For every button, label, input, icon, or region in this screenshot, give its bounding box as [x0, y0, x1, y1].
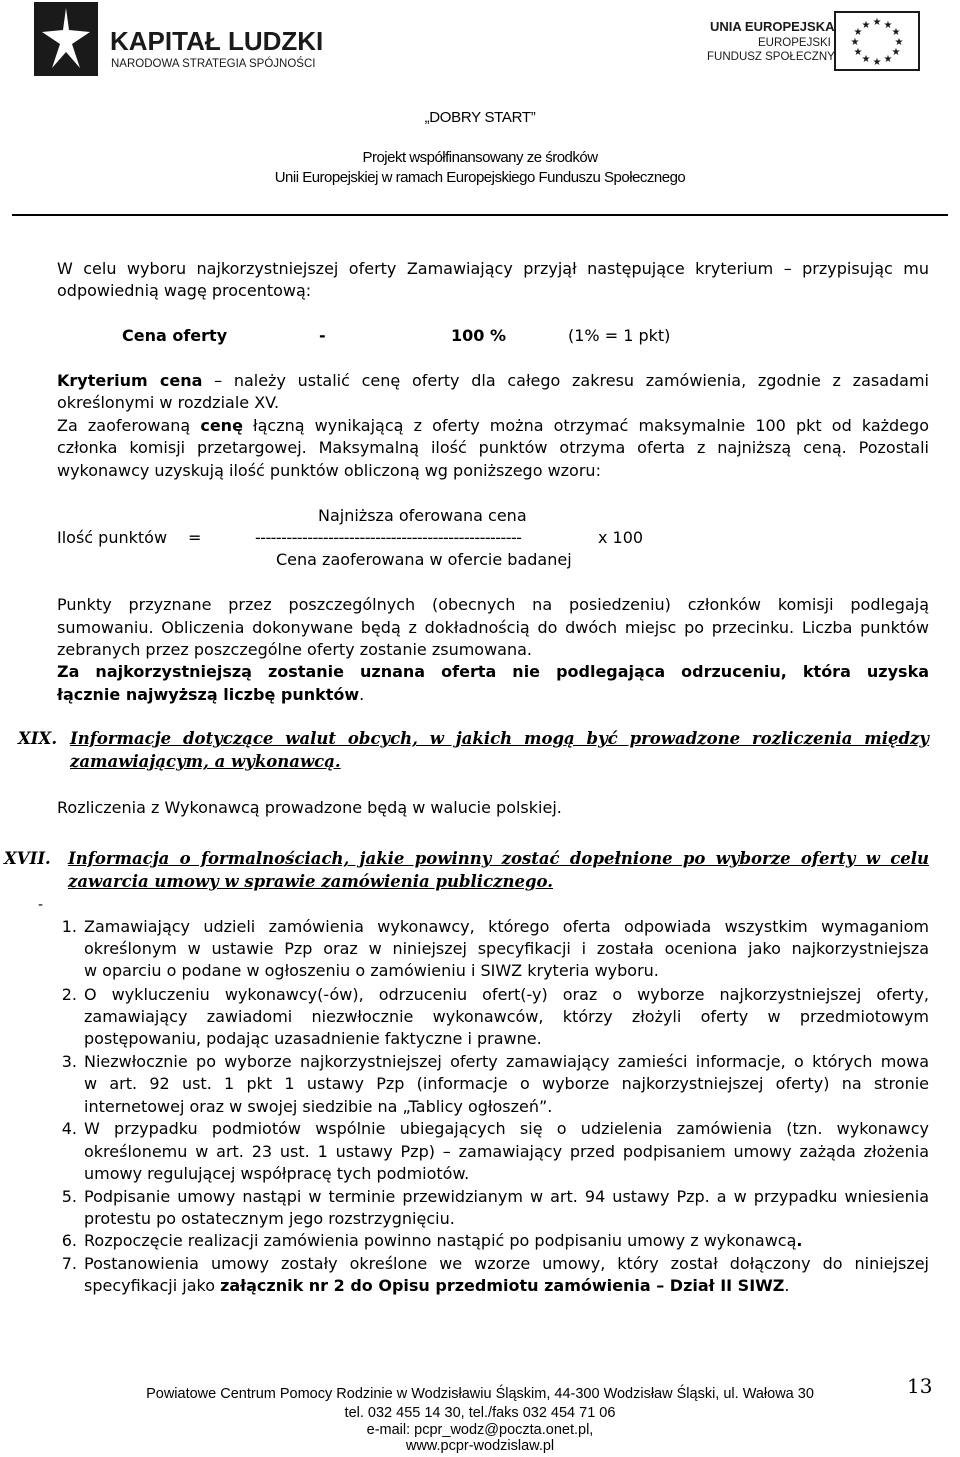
criterion-line-1: Kryterium cena – należy ustalić cenę oferty dla całego zakresu zamówienia, zgodnie z zasadami [57, 371, 930, 390]
list-item-line: Rozpoczęcie realizacji zamówienia powinno nastąpić po podpisaniu umowy z wykonawcą. [84, 1231, 803, 1250]
section-xvii-title-line-2: zawarcia umowy w sprawie zamówienia publicznego. [68, 872, 553, 891]
kl-title: KAPITAŁ LUDZKI [110, 26, 324, 56]
formula-denominator: Cena zaoferowana w ofercie badanej [276, 550, 572, 569]
price-weight: 100 % [451, 326, 506, 345]
list-item-line: protestu po ostatecznym jego rozstrzygnięciu. [84, 1209, 455, 1228]
price-label: Cena oferty [122, 326, 228, 345]
section-xix-number: XIX. [18, 729, 58, 748]
svg-text:★: ★ [891, 27, 901, 38]
criterion-label: Kryterium cena [57, 371, 203, 390]
points-line-2: sumowaniu. Obliczenia dokonywane będą z dokładnością do dwóch miejsc po przecinku. Liczba punktów [57, 618, 929, 637]
criterion-line-2: określonymi w rozdziale XV. [57, 393, 280, 412]
list-item-number: 4. [61, 1119, 77, 1138]
list-item-number: 2. [61, 985, 77, 1004]
price-point-ratio: (1% = 1 pkt) [568, 326, 671, 345]
svg-text:★: ★ [872, 57, 882, 68]
list-item-line: O wykluczeniu wykonawcy(-ów), odrzuceniu ofert(-y) oraz o wyborze najkorzystniejszej oferty, [84, 985, 929, 1004]
eu-line1: UNIA EUROPEJSKA [710, 19, 835, 34]
formula-equals: = [188, 528, 202, 547]
list-item-line: określonemu w art. 23 ust. 1 ustawy Pzp) – zamawiający przed podpisaniem umowy zażąda złożenia [84, 1142, 929, 1161]
svg-text:★: ★ [861, 54, 871, 65]
page-number: 13 [907, 1374, 933, 1398]
criteria-intro-line-2: odpowiednią wagę procentową: [57, 281, 312, 300]
svg-text:★: ★ [853, 27, 863, 38]
svg-text:★: ★ [861, 20, 871, 31]
list-item-line: postępowaniu, podając uzasadnienie faktyczne i prawne. [84, 1029, 542, 1048]
points-line-1: Punkty przyznane przez poszczególnych (obecnych na posiedzeniu) członków komisji podlegają [57, 595, 929, 614]
list-item-line: określonym w ustawie Pzp oraz w niniejszej specyfikacji i została oceniona jako najkorzystniejsza [84, 939, 929, 958]
footer-phone: tel. 032 455 14 30, tel./faks 032 454 71 06 [344, 1405, 616, 1421]
list-item-number: 7. [61, 1254, 77, 1273]
section-xix-title-line-2: zamawiającym, a wykonawcą. [70, 752, 341, 771]
kl-subtitle: NARODOWA STRATEGIA SPÓJNOŚCI [111, 58, 316, 70]
stray-dash: - [38, 897, 44, 913]
eu-flag-icon [835, 12, 919, 70]
footer-email: e-mail: pcpr_wodz@poczta.onet.pl, [366, 1422, 594, 1438]
svg-text:★: ★ [883, 20, 893, 31]
svg-text:★: ★ [850, 37, 860, 48]
criteria-intro-line-1: W celu wyboru najkorzystniejszej oferty Zamawiający przyjął następujące kryterium – przypisując mu [57, 259, 929, 278]
list-item-line: specyfikacji jako załącznik nr 2 do Opisu przedmiotu zamówienia – Dział II SIWZ. [84, 1276, 790, 1295]
svg-text:★: ★ [894, 37, 904, 48]
price-dash: - [319, 326, 326, 345]
section-xix-body: Rozliczenia z Wykonawcą prowadzone będą w walucie polskiej. [57, 798, 562, 817]
list-item-line: Zamawiający udzieli zamówienia wykonawcy, którego oferta odpowiada wszystkim wymaganiom [84, 917, 929, 936]
formula-lhs: Ilość punktów [57, 528, 168, 547]
cofinance-line-2: Unii Europejskiej w ramach Europejskiego Funduszu Społecznego [274, 169, 686, 186]
eu-logo [706, 6, 926, 76]
header-divider [12, 214, 948, 216]
cofinance-line-1: Projekt współfinansowany ze środków [362, 149, 598, 166]
offer-line-3: wykonawcy uzyskują ilość punktów obliczoną wg poniższego wzoru: [57, 461, 601, 480]
section-xvii-number: XVII. [4, 849, 51, 868]
formula-multiplier: x 100 [598, 528, 644, 547]
formula-numerator: Najniższa oferowana cena [318, 506, 527, 525]
offer-line-1: Za zaoferowaną cenę łączną wynikającą z oferty można otrzymać maksymalnie 100 pkt od każdego [57, 416, 930, 435]
list-item-number: 3. [61, 1052, 77, 1071]
formula-fraction-line: --------------------------------------------------- [255, 528, 522, 547]
list-item-line: internetowej oraz w swojej siedzibie na „Tablicy ogłoszeń”. [84, 1097, 553, 1116]
list-item-line: Postanowienia umowy zostały określone we wzorze umowy, który został dołączony do niniejszej [84, 1254, 929, 1273]
list-item-line: W przypadku podmiotów wspólnie ubiegających się o udzielenia zamówienia (tzn. wykonawcy [84, 1119, 929, 1138]
footer-address: Powiatowe Centrum Pomocy Rodzinie w Wodzisławiu Śląskim, 44-300 Wodzisław Śląski, ul. Wałowa 30 [146, 1386, 814, 1402]
svg-text:★: ★ [853, 47, 863, 58]
svg-text:★: ★ [883, 54, 893, 65]
winner-rule-line-2: łącznie najwyższą liczbę punktów. [57, 685, 365, 704]
list-item-line: Niezwłocznie po wyborze najkorzystniejszej oferty zamawiający zamieści informacje, o których mowa [84, 1052, 929, 1071]
list-item-number: 6. [61, 1231, 77, 1250]
list-item-line: zamawiający zawiadomi niezwłocznie wykonawców, którzy złożyli oferty w przedmiotowym [84, 1007, 929, 1026]
kapital-ludzki-logo [34, 2, 324, 80]
footer-website: www.pcpr-wodzislaw.pl [405, 1438, 555, 1454]
list-item-number: 1. [61, 917, 77, 936]
list-item-line: w oparciu o podane w ogłoszeniu o zamówieniu i SIWZ kryteria wyboru. [84, 961, 659, 980]
eu-line2: EUROPEJSKI [758, 37, 831, 49]
svg-text:★: ★ [872, 17, 882, 28]
section-xix-title-line-1: Informacje dotyczące walut obcych, w jakich mogą być prowadzone rozliczenia między [70, 729, 929, 748]
winner-rule-line-1: Za najkorzystniejszą zostanie uznana oferta nie podlegająca odrzuceniu, która uzyska [57, 662, 929, 681]
section-xvii-title-line-1: Informacja o formalnościach, jakie powinny zostać dopełnione po wyborze oferty w celu [68, 849, 929, 868]
list-item-line: Podpisanie umowy nastąpi w terminie przewidzianym w art. 94 ustawy Pzp. a w przypadku wniesienia [84, 1187, 929, 1206]
list-item-number: 5. [61, 1187, 77, 1206]
svg-text:★: ★ [891, 47, 901, 58]
points-line-3: zebranych przez poszczególne oferty zostanie zsumowana. [57, 640, 533, 659]
offer-line-2: członka komisji przetargowej. Maksymalną ilość punktów otrzyma oferta z najniższą ceną. Pozostali [57, 438, 929, 457]
list-item-line: umowy regulującej współpracę tych podmiotów. [84, 1164, 470, 1183]
project-name: „DOBRY START” [424, 109, 536, 126]
list-item-line: w art. 92 ust. 1 pkt 1 ustawy Pzp (informacje o wyborze najkorzystniejszej oferty) na stronie [84, 1074, 929, 1093]
eu-line3: FUNDUSZ SPOŁECZNY [707, 51, 835, 63]
